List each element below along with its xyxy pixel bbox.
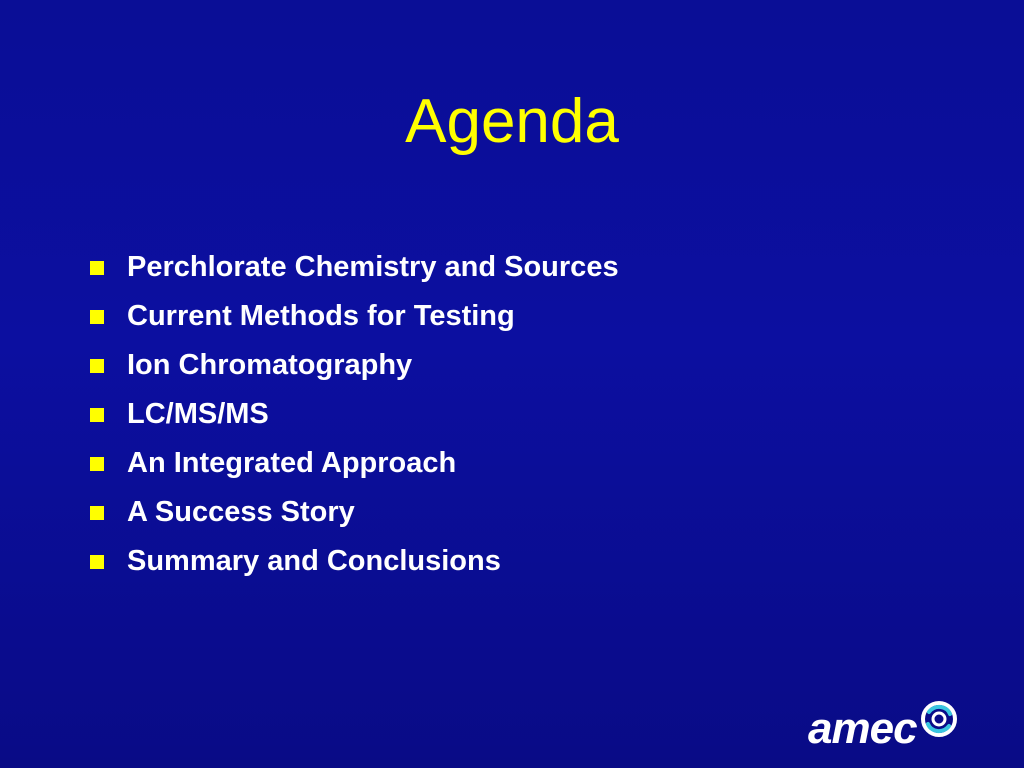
- square-bullet-icon: [90, 310, 104, 324]
- amec-swirl-icon: [920, 700, 958, 738]
- square-bullet-icon: [90, 506, 104, 520]
- agenda-list: [90, 243, 619, 586]
- list-item: [90, 243, 619, 292]
- list-item-text: Current Methods for Testing: [127, 300, 515, 332]
- square-bullet-icon: [90, 261, 104, 275]
- square-bullet-icon: [90, 555, 104, 569]
- list-item: [90, 341, 619, 390]
- amec-logo: [808, 700, 958, 756]
- list-item-text: Summary and Conclusions: [127, 545, 501, 577]
- square-bullet-icon: [90, 359, 104, 373]
- square-bullet-icon: [90, 408, 104, 422]
- list-item: [90, 439, 619, 488]
- list-item: [90, 292, 619, 341]
- list-item-text: A Success Story: [127, 496, 355, 528]
- list-item: [90, 488, 619, 537]
- list-item-text: An Integrated Approach: [127, 447, 457, 479]
- logo-wordmark: amec: [808, 704, 917, 753]
- list-item: [90, 537, 619, 586]
- list-item-text: Ion Chromatography: [127, 349, 413, 381]
- list-item: [90, 390, 619, 439]
- square-bullet-icon: [90, 457, 104, 471]
- slide-title: Agenda: [405, 87, 619, 156]
- list-item-text: Perchlorate Chemistry and Sources: [127, 251, 619, 283]
- list-item-text: LC/MS/MS: [127, 398, 269, 430]
